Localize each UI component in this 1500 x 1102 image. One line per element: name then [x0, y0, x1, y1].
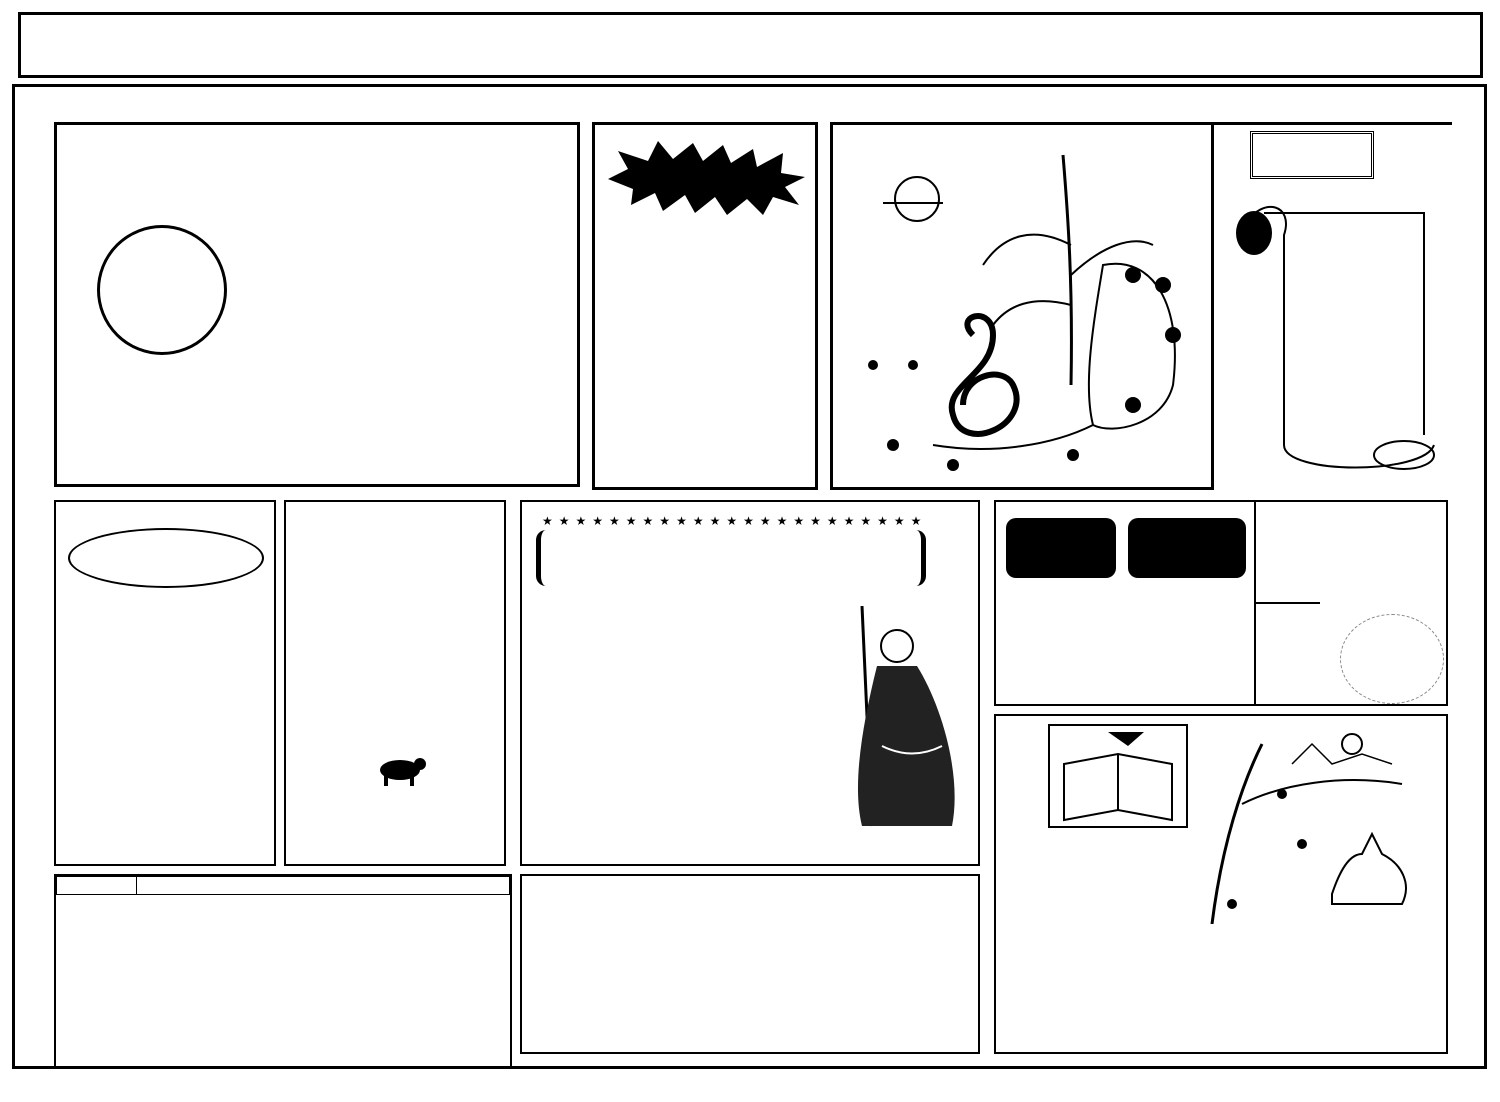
open-tag-total [1006, 518, 1116, 578]
special-code-panel [54, 500, 276, 866]
masthead [18, 12, 1483, 78]
eight-immortals-panel [520, 874, 980, 1054]
interpret-panel [994, 714, 1448, 1054]
mark-six-band-right [1453, 90, 1481, 1065]
open-tag-special [1128, 518, 1246, 578]
spirit-text [550, 606, 830, 856]
find-code-title [1250, 131, 1374, 179]
star-row: ★★★★★★★★★★★★★★★★★★★★★★★ [542, 514, 928, 528]
stats-divider [1254, 502, 1256, 706]
snake-plant-illustration [833, 125, 1214, 490]
lucky-numbers-panel [592, 122, 818, 490]
find-code-columns [1296, 229, 1406, 419]
tree-dog-illustration [1202, 724, 1446, 924]
special-title [68, 528, 264, 588]
logo-seal [97, 225, 227, 355]
mark-six-band-top [22, 92, 1442, 114]
lucky-banner [635, 149, 785, 209]
find-code-panel [1214, 122, 1452, 490]
results-table [56, 876, 510, 895]
ox-icon [372, 752, 428, 788]
book-icon [1048, 724, 1188, 828]
treasure-illustration [830, 122, 1214, 490]
spirit-title-frame [536, 530, 926, 586]
open-number-circle [1340, 614, 1444, 704]
eight-immortals-row [536, 934, 976, 1050]
hot-tip-panel [284, 500, 506, 866]
immortal-figure-illustration [842, 606, 972, 836]
logo-panel [54, 122, 580, 487]
results-period-header [57, 877, 137, 895]
stats-divider-h [1254, 602, 1320, 604]
spirit-code-panel [520, 500, 980, 866]
results-table-panel [54, 874, 512, 1068]
open-results-panel [994, 500, 1448, 706]
mark-six-band-left [18, 120, 46, 1065]
results-title [137, 877, 510, 895]
